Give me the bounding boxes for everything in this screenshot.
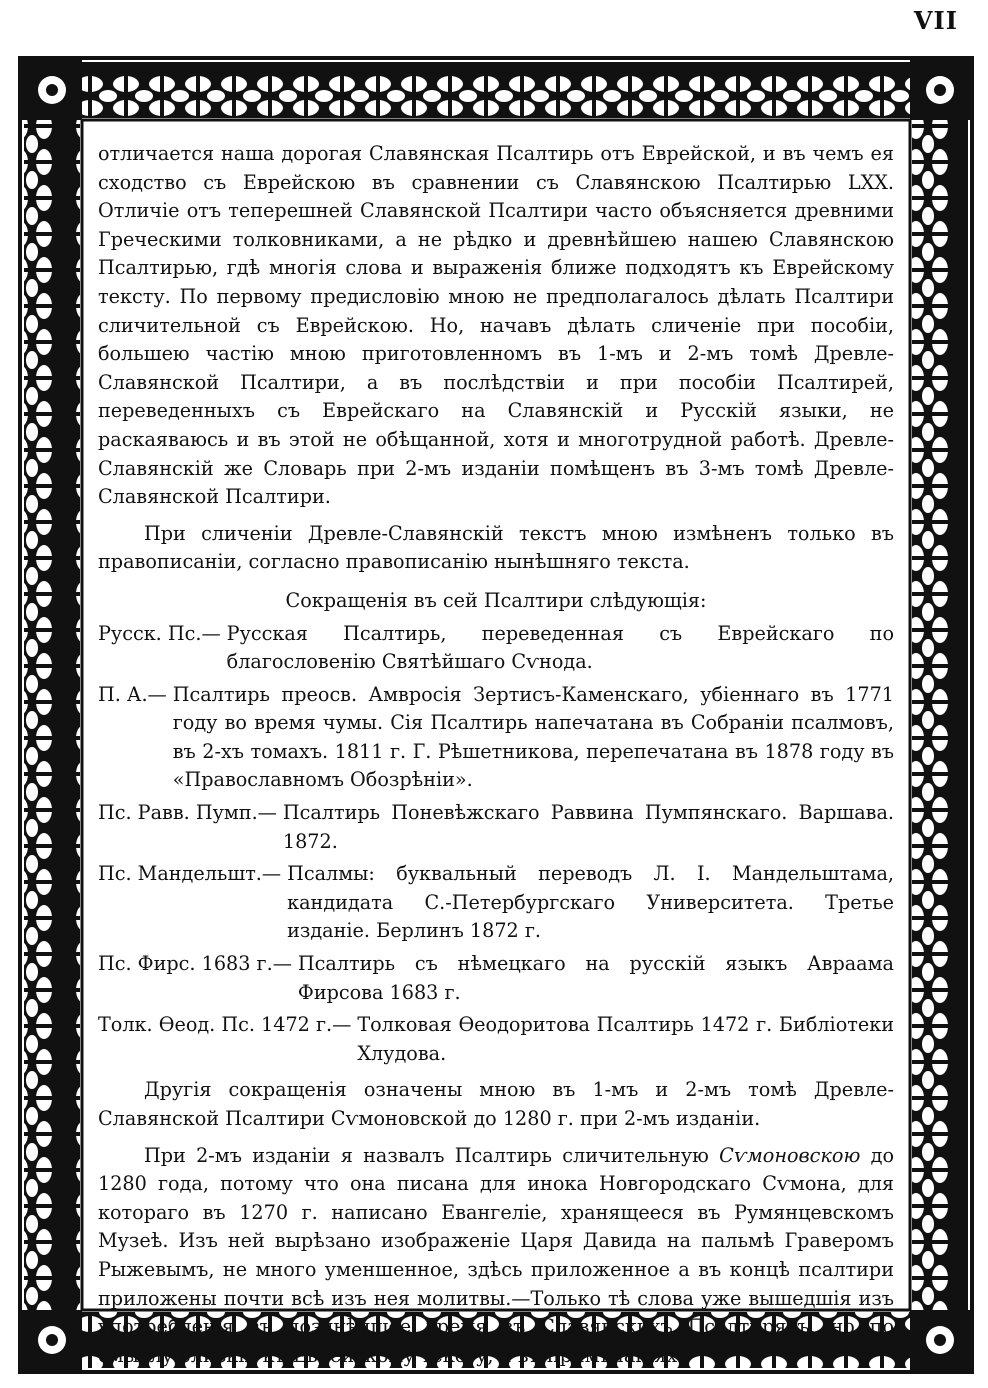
abbreviation-definition: Толковая Ѳеодоритова Псалтирь 1472 г. Библіотеки Хлудова. <box>357 1013 894 1065</box>
paragraph-4 <box>98 1142 894 1371</box>
abbreviation-term: П. А.— <box>98 682 167 706</box>
paragraph-2: При сличеніи Древле-Славянскій текстъ мною измѣненъ только въ правописаніи, согласно правописанію нынѣшняго текста. <box>98 521 894 574</box>
abbreviations-heading: Сокращенія въ сей Псалтири слѣдующія: <box>285 588 707 612</box>
abbreviation-definition: Псалтирь съ нѣмецкаго на русскій языкъ Авраама Фирсова 1683 г. <box>297 952 894 1004</box>
abbreviation-entry <box>98 620 894 677</box>
paragraph-4-start: При 2-мъ изданіи я назвалъ Псалтирь сличительную <box>144 1143 720 1167</box>
abbreviation-definition: Русская Псалтирь, переведенная съ Еврейскаго по благословенію Святѣйшаго Сѵнода. <box>226 621 894 674</box>
abbreviation-term: Пс. Фирс. 1683 г.— <box>98 952 292 976</box>
abbreviation-entry <box>98 799 894 856</box>
paragraph-3: Другія сокращенія означены мною въ 1-мъ и 2-мъ томѣ Древле-Славянской Псалтири Сѵмоновской до 1280 г. при 2-мъ изданіи. <box>98 1078 894 1130</box>
paragraph-4-end: до 1280 года, потому что она писана для инока Новгородскаго Сѵмона, для котораго въ 1270 г. написано Евангеліе, хранящееся въ Румянцевскомъ Музеѣ. Изъ ней вырѣзано изображеніе Царя Давида на пальмѣ Граверомъ Рыжевымъ, не много уменшенное, здѣсь приложенное а въ концѣ псалтири приложены почти всѣ изъ нея молитвы.—Только тѣ слова уже вышедшія изъ употребленія въ позднѣйшее время въ Славянскихъ Псалтиряхъ, но по смыслу близкія къ Еврейскому тексту, я въ примѣчаніяхъ <box>98 1143 895 1367</box>
abbreviation-entry <box>98 950 894 1007</box>
abbreviation-entry <box>98 1011 894 1068</box>
paragraph-4-italic: Сѵмоновскою <box>719 1143 861 1167</box>
abbreviation-entry <box>98 860 894 946</box>
page-number: VII <box>913 6 958 35</box>
abbreviation-term: Толк. Ѳеод. Пс. 1472 г.— <box>98 1013 352 1037</box>
abbreviation-term: Пс. Равв. Пумп.— <box>98 801 277 825</box>
abbreviation-definition: Псалтирь Поневѣжскаго Раввина Пумпянскаго. Варшава. 1872. <box>282 801 894 853</box>
abbreviation-definition: Псалтирь преосв. Амвросія Зертисъ-Каменскаго, убіеннаго въ 1771 году во время чумы. Сія Псалтирь напечатана въ Собраніи псалмовъ, въ 2-хъ томахъ. 1811 г. Г. Рѣшетникова, перепечатана въ 1878 году въ «Православномъ Обозрѣніи». <box>172 682 894 792</box>
page-body <box>98 140 894 1370</box>
abbreviation-term: Пс. Мандельшт.— <box>98 862 282 886</box>
abbreviation-term: Русск. Пс.— <box>98 621 221 645</box>
abbreviation-definition: Псалмы: буквальный переводъ Л. І. Мандельштама, кандидата С.-Петербургскаго Университета. Третье изданіе. Берлинъ 1872 г. <box>287 862 894 943</box>
paragraph-1: отличается наша дорогая Славянская Псалтирь отъ Еврейской, и въ чемъ ея сходство съ Еврейскою въ сравнении съ Славянскою Псалтирью LXX. Отличіе отъ теперешней Славянской Псалтири часто объясняется древними Греческими толковниками, а не рѣдко и древнѣйшею нашею Славянскою Псалтирью, гдѣ многія слова и выраженія ближе подходятъ къ Еврейскому тексту. По первому предисловію мною не предполагалось дѣлать Псалтири сличительной съ Еврейскою. Но, начавъ дѣлать сличеніе при пособіи, большею частію мною приготовленномъ въ 1-мъ и 2-мъ томѣ Древле-Славянской Псалтири, а въ послѣдствіи и при пособіи Псалтирей, переведенныхъ съ Еврейскаго на Славянскій и Русскій языки, не раскаяваюсь и въ этой не обѣщанной, хотя и многотрудной работѣ. Древле-Славянскій же Словарь при 2-мъ изданіи помѣщенъ въ 3-мъ томѣ Древле-Славянской Псалтири. <box>98 142 894 509</box>
abbreviation-entry <box>98 681 894 795</box>
